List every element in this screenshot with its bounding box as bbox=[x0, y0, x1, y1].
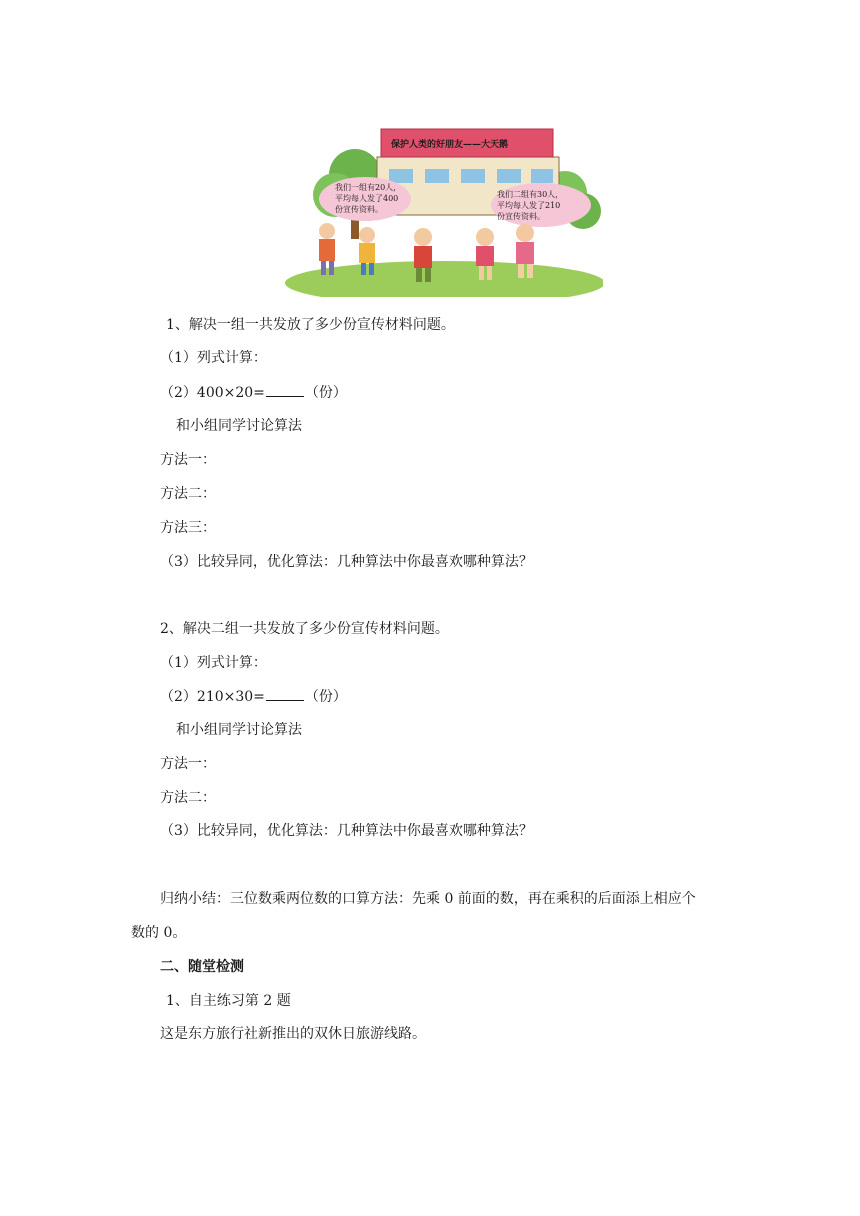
section1-step3: （3）比较异同，优化算法：几种算法中你最喜欢哪种算法？ bbox=[160, 554, 533, 570]
section2-step2: （2）210×30= （份） bbox=[160, 686, 347, 707]
svg-text:平均每人发了400: 平均每人发了400 bbox=[335, 194, 399, 203]
svg-text:我们二组有30人，: 我们二组有30人， bbox=[497, 190, 564, 199]
promo-illustration bbox=[285, 113, 603, 297]
summary-line2: 数的 0。 bbox=[131, 925, 187, 941]
section1-title: 1、解决一组一共发放了多少份宣传材料问题。 bbox=[166, 317, 455, 333]
svg-text:份宣传资料。: 份宣传资料。 bbox=[335, 205, 383, 214]
section1-step1: （1）列式计算： bbox=[160, 350, 267, 366]
section2-method-1: 方法一： bbox=[160, 756, 216, 772]
section1-method-3: 方法三： bbox=[160, 520, 216, 536]
svg-text:份宣传资料。: 份宣传资料。 bbox=[497, 212, 545, 221]
section1-step2: （2）400×20= （份） bbox=[160, 382, 347, 403]
section1-method-2: 方法二： bbox=[160, 486, 216, 502]
banner-text: 保护人类的好朋友——大天鹅 bbox=[391, 140, 509, 150]
answer-blank[interactable] bbox=[266, 686, 304, 701]
summary-line1: 归纳小结：三位数乘两位数的口算方法：先乘 0 前面的数，再在乘积的后面添上相应个 bbox=[160, 891, 696, 907]
section2-step1: （1）列式计算： bbox=[160, 655, 267, 671]
section2-discuss: 和小组同学讨论算法 bbox=[176, 722, 302, 738]
section2-step3: （3）比较异同，优化算法：几种算法中你最喜欢哪种算法？ bbox=[160, 823, 533, 839]
part2-item1: 1、自主练习第 2 题 bbox=[166, 993, 291, 1009]
section2-title: 2、解决二组一共发放了多少份宣传材料问题。 bbox=[160, 621, 449, 637]
part2-heading: 二、随堂检测 bbox=[160, 959, 244, 975]
section1-method-1: 方法一： bbox=[160, 452, 216, 468]
svg-text:我们一组有20人，: 我们一组有20人， bbox=[335, 183, 402, 192]
section2-method-2: 方法二： bbox=[160, 790, 216, 806]
part2-item1-text: 这是东方旅行社新推出的双休日旅游线路。 bbox=[160, 1026, 426, 1042]
svg-text:平均每人发了210: 平均每人发了210 bbox=[497, 201, 561, 210]
section1-discuss: 和小组同学讨论算法 bbox=[176, 418, 302, 434]
answer-blank[interactable] bbox=[266, 382, 304, 397]
